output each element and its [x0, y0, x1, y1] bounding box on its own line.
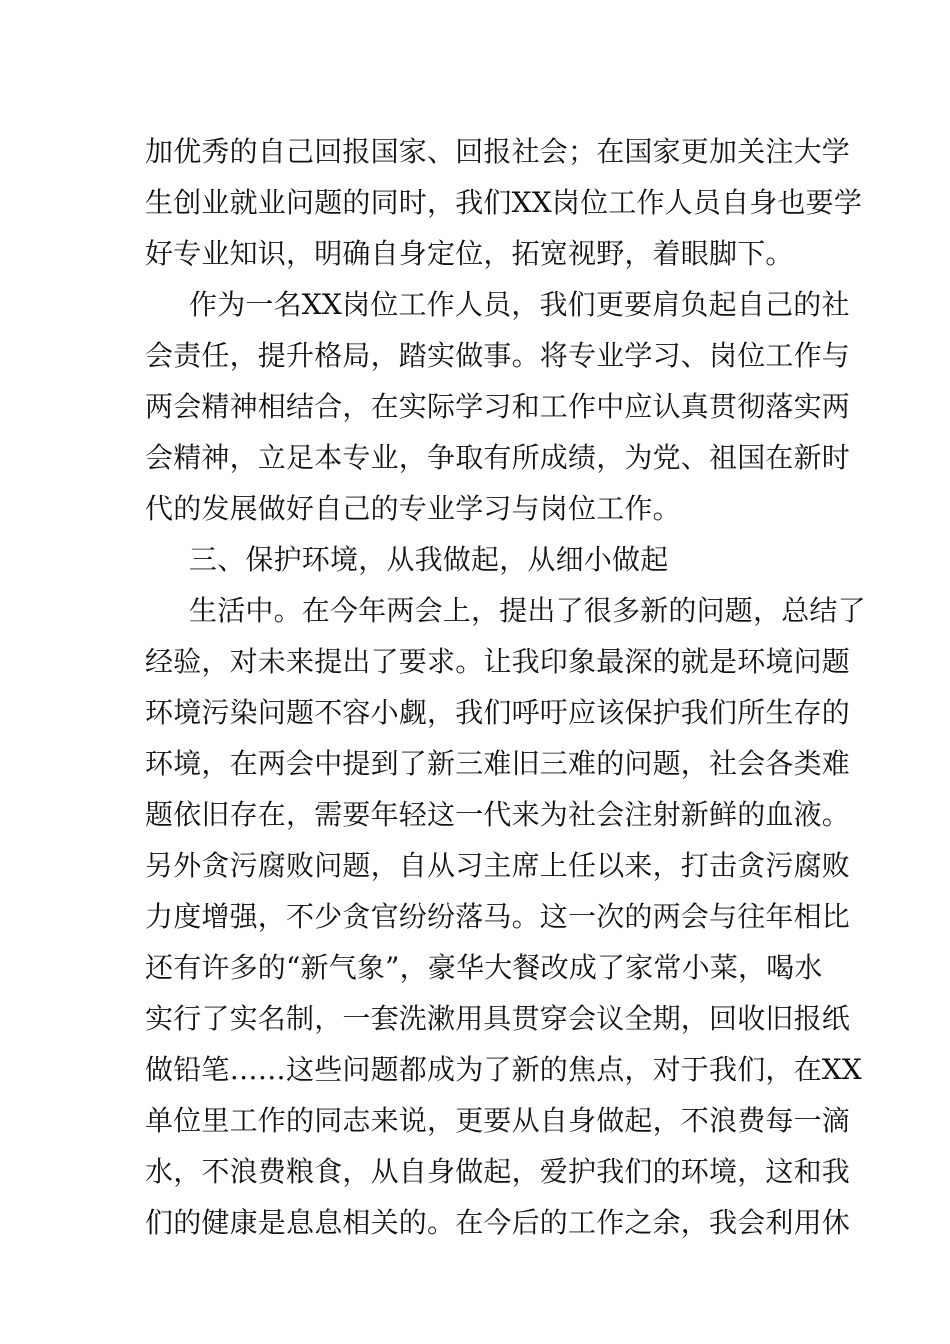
- text-line: 代的发展做好自己的专业学习与岗位工作。: [145, 492, 681, 525]
- text-line: 加优秀的自己回报国家、回报社会；在国家更加关注大学: [145, 135, 851, 168]
- text-line: 实行了实名制，一套洗漱用具贯穿会议全期，回收旧报纸: [145, 1002, 851, 1035]
- body-text: [145, 126, 866, 1248]
- text-line: 水，不浪费粮食，从自身做起，爱护我们的环境，这和我: [145, 1155, 851, 1188]
- text-line: 环境，在两会中提到了新三难旧三难的问题，社会各类难: [145, 747, 851, 780]
- text-line: 作为一名XX岗位工作人员，我们更要肩负起自己的社: [189, 288, 850, 321]
- text-line: 们的健康是息息相关的。在今后的工作之余，我会利用休: [145, 1206, 851, 1239]
- section-heading: 三、保护环境，从我做起，从细小做起: [189, 543, 669, 576]
- text-line: 会精神，立足本专业，争取有所成绩，为党、祖国在新时: [145, 441, 851, 474]
- text-line: 环境污染问题不容小觑，我们呼吁应该保护我们所生存的: [145, 696, 851, 729]
- text-line: 做铅笔……这些问题都成为了新的焦点，对于我们，在XX: [145, 1053, 863, 1086]
- text-line: 会责任，提升格局，踏实做事。将专业学习、岗位工作与: [145, 339, 851, 372]
- text-line: 好专业知识，明确自身定位，拓宽视野，着眼脚下。: [145, 237, 794, 270]
- text-line: 题依旧存在，需要年轻这一代来为社会注射新鲜的血液。: [145, 798, 851, 831]
- text-line: 单位里工作的同志来说，更要从自身做起，不浪费每一滴: [145, 1104, 851, 1137]
- text-line: 生活中。在今年两会上，提出了很多新的问题，总结了: [189, 594, 866, 627]
- text-line: 还有许多的“新气象”，豪华大餐改成了家常小菜，喝水: [145, 951, 823, 984]
- text-line: 生创业就业问题的同时，我们XX岗位工作人员自身也要学: [145, 186, 863, 219]
- text-line: 力度增强，不少贪官纷纷落马。这一次的两会与往年相比: [145, 900, 851, 933]
- text-line: 两会精神相结合，在实际学习和工作中应认真贯彻落实两: [145, 390, 851, 423]
- text-line: 另外贪污腐败问题，自从习主席上任以来，打击贪污腐败: [145, 849, 851, 882]
- text-line: 经验，对未来提出了要求。让我印象最深的就是环境问题: [145, 645, 851, 678]
